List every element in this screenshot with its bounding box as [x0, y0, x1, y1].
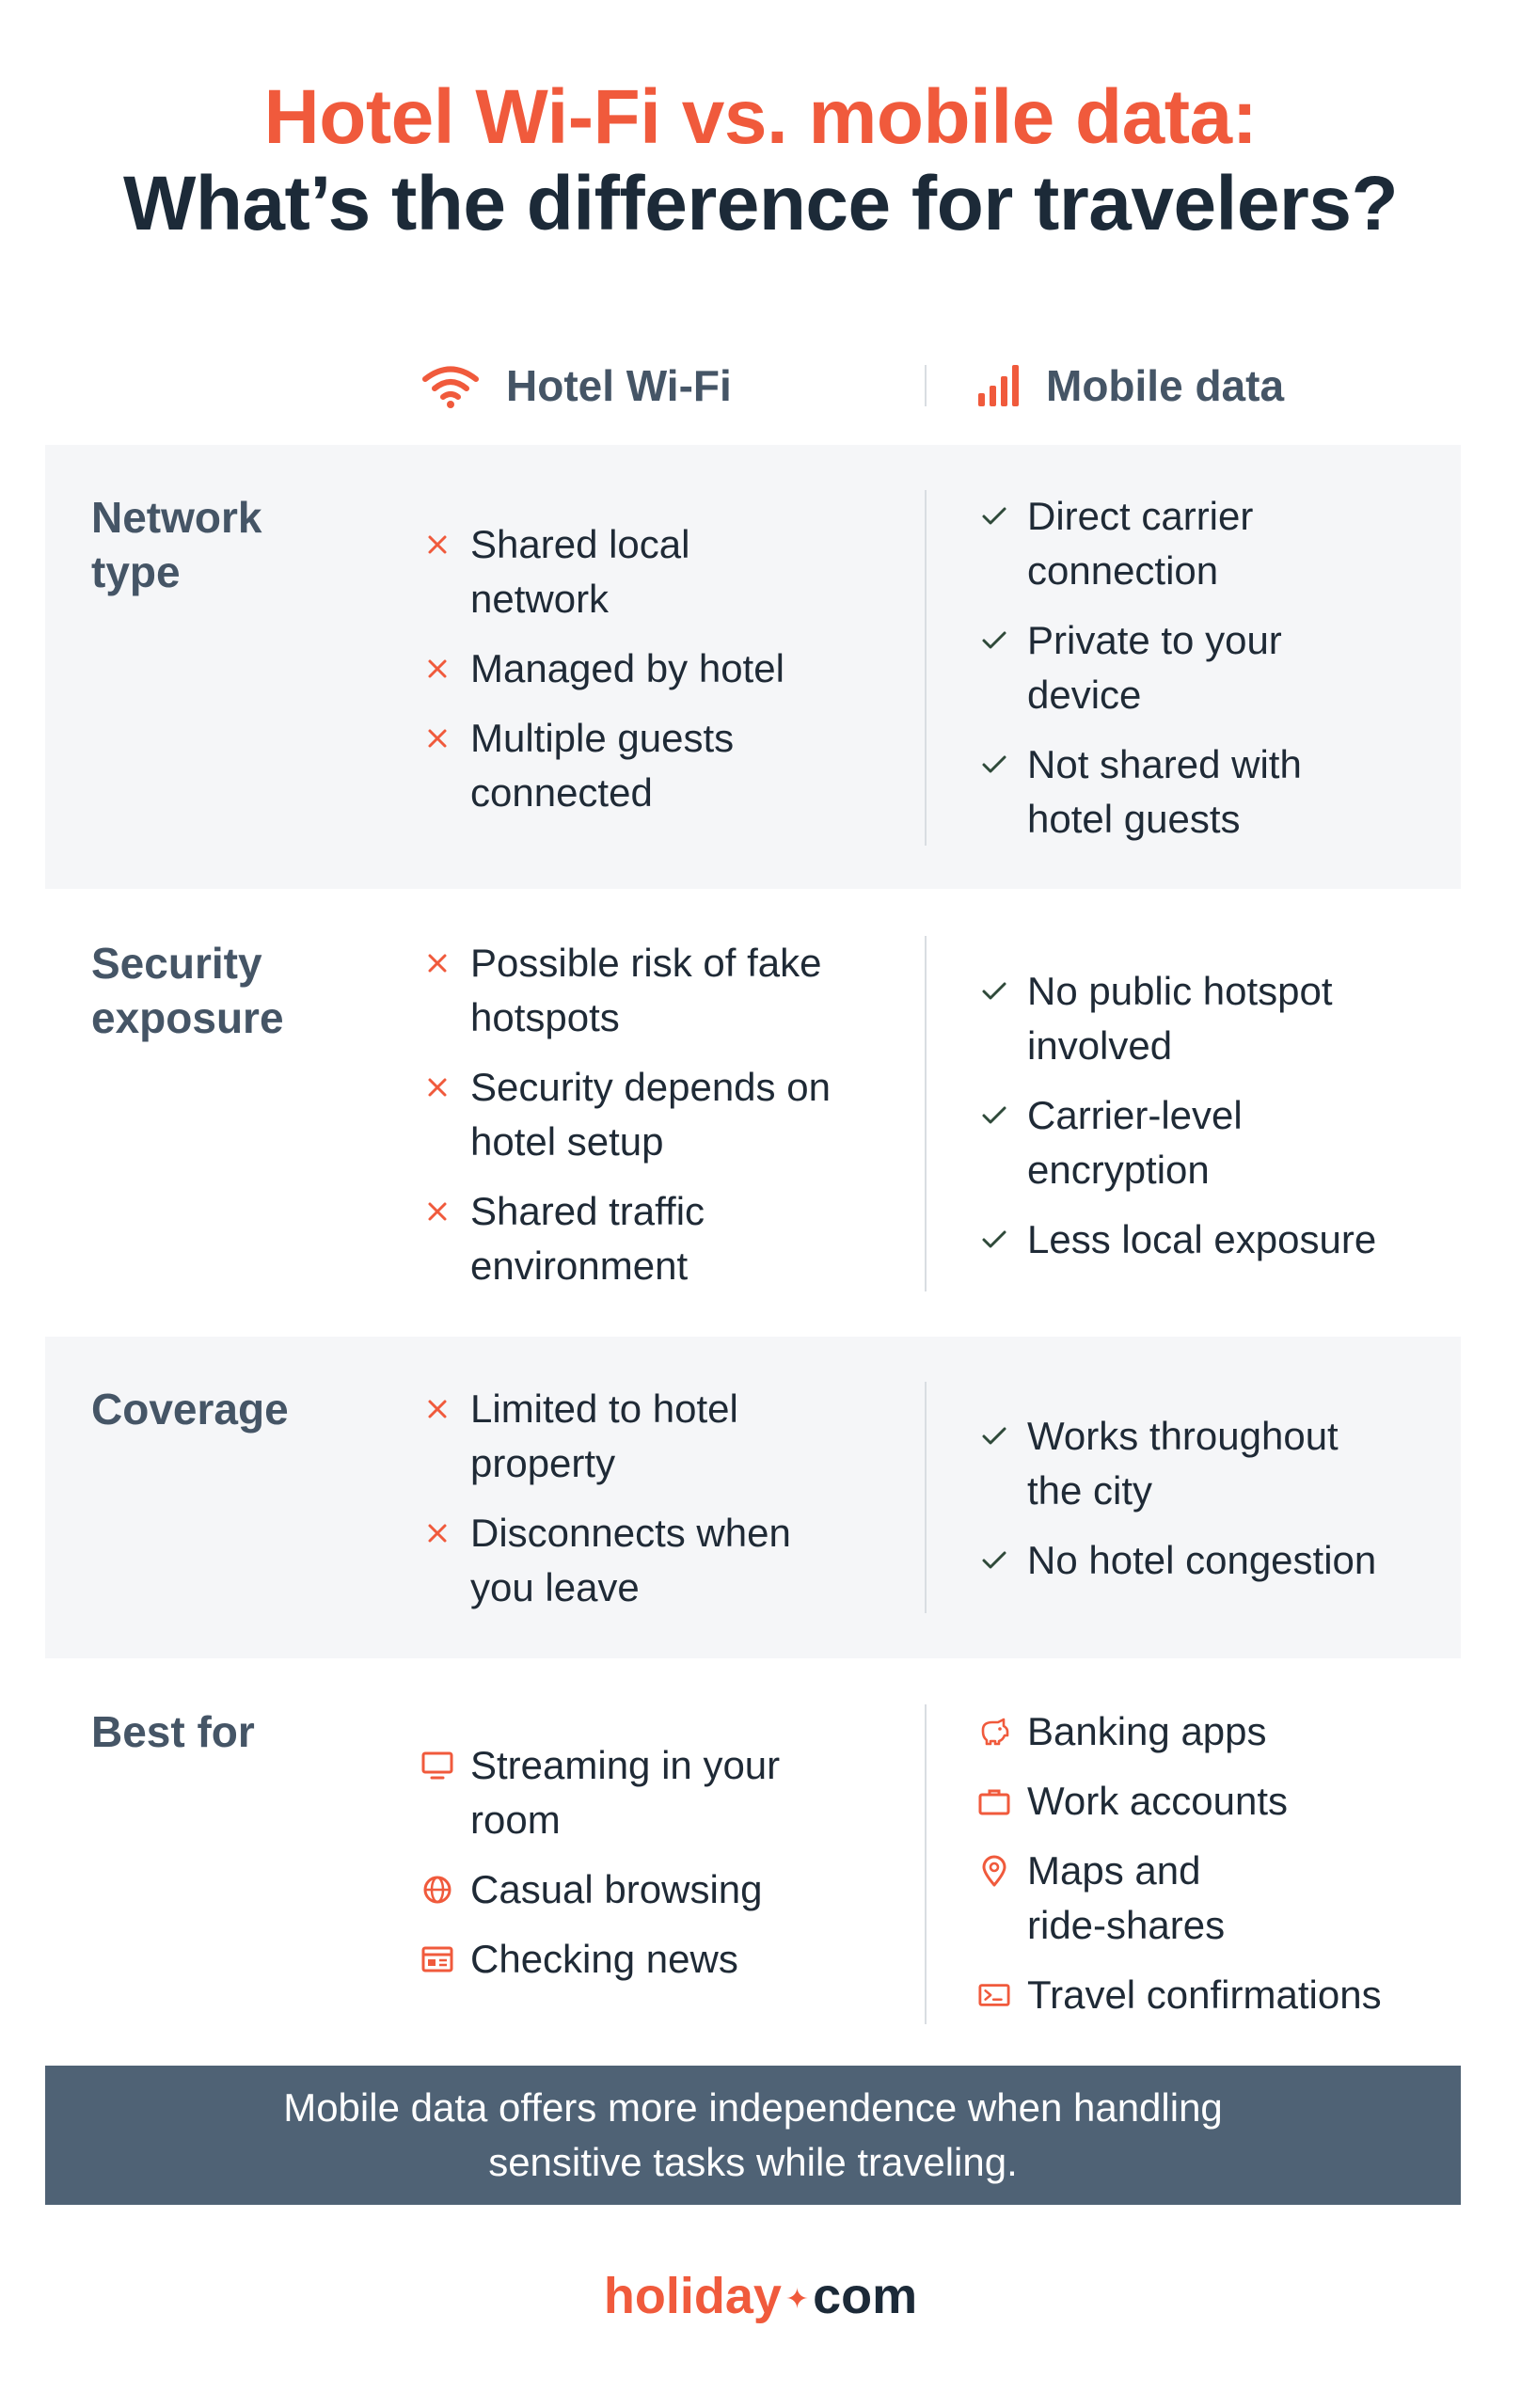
- brand-logo: holiday ✦com: [603, 2268, 918, 2324]
- list-item-text: device: [1027, 673, 1142, 717]
- list-item-text: No hotel congestion: [1027, 1538, 1377, 1582]
- list-item-text: Direct carrier: [1027, 494, 1254, 538]
- list-item: [978, 1533, 1449, 1588]
- check-icon: [978, 1420, 1010, 1452]
- list-item-text: Less local exposure: [1027, 1217, 1377, 1261]
- row-label-coverage: Coverage: [91, 1385, 289, 1434]
- list-item-text: Checking news: [470, 1937, 738, 1981]
- summary-banner: [45, 2066, 1461, 2205]
- list-item: [978, 1704, 1449, 1759]
- list-item-text: Managed by hotel: [470, 646, 784, 690]
- list-item: [421, 711, 892, 820]
- list-item-text: environment: [470, 1244, 689, 1288]
- column-divider: [925, 1382, 927, 1613]
- x-icon: [421, 1393, 453, 1425]
- list-item-text: connection: [1027, 548, 1219, 593]
- list-item-text: hotspots: [470, 995, 620, 1039]
- list-item-text: hotel guests: [1027, 797, 1241, 841]
- hotel-wifi-list: [421, 936, 892, 1293]
- list-item-text: Carrier-level: [1027, 1093, 1243, 1137]
- list-item-text: No public hotspot: [1027, 969, 1333, 1013]
- list-item: [978, 489, 1449, 598]
- hotel-wifi-list: [421, 1382, 892, 1615]
- list-item-text: involved: [1027, 1023, 1173, 1068]
- list-item-text: hotel setup: [470, 1119, 664, 1164]
- list-item-text: network: [470, 577, 610, 621]
- page-title-line-2: What’s the difference for travelers?: [122, 161, 1399, 246]
- list-item-text: Limited to hotel: [470, 1386, 738, 1431]
- column-label-hotel-wifi: Hotel Wi-Fi: [506, 361, 732, 410]
- list-item: [421, 1862, 892, 1917]
- check-icon: [978, 500, 1010, 532]
- list-item-text: Disconnects when: [470, 1511, 791, 1555]
- list-item-text: Works throughout: [1027, 1414, 1339, 1458]
- check-icon: [978, 1545, 1010, 1576]
- list-item: [421, 517, 892, 626]
- mobile-data-list: [978, 1704, 1449, 2022]
- list-item-text: property: [470, 1441, 616, 1485]
- check-icon: [978, 975, 1010, 1007]
- list-item: [421, 936, 892, 1045]
- hotel-wifi-list: [421, 1738, 892, 1987]
- x-icon: [421, 1517, 453, 1549]
- list-item-text: Not shared with: [1027, 742, 1302, 786]
- list-item-text: room: [470, 1798, 561, 1842]
- list-item: [421, 1060, 892, 1169]
- list-item: [421, 1184, 892, 1293]
- column-divider: [925, 936, 927, 1291]
- ticket-icon: [978, 1979, 1010, 2011]
- check-icon: [978, 749, 1010, 781]
- list-item-text: you leave: [470, 1565, 640, 1609]
- list-item-text: encryption: [1027, 1148, 1210, 1192]
- list-item: [978, 1968, 1449, 2022]
- signal-bars-icon: [978, 363, 1020, 408]
- map-pin-icon: [978, 1855, 1010, 1887]
- check-icon: [978, 1100, 1010, 1132]
- row-label-best-for: Best for: [91, 1707, 255, 1756]
- mobile-data-list: [978, 489, 1449, 847]
- column-label-mobile-data: Mobile data: [1046, 361, 1285, 410]
- summary-line-1: Mobile data offers more independence when handling: [283, 2085, 1223, 2130]
- hotel-wifi-list: [421, 517, 892, 820]
- list-item: [978, 1212, 1449, 1267]
- briefcase-icon: [978, 1785, 1010, 1817]
- column-header-hotel-wifi: [421, 353, 732, 419]
- globe-icon: [421, 1874, 453, 1906]
- column-header-mobile-data: [978, 353, 1284, 419]
- x-icon: [421, 947, 453, 979]
- wifi-icon: [421, 363, 480, 408]
- list-item-text: Shared traffic: [470, 1189, 705, 1233]
- x-icon: [421, 722, 453, 754]
- list-item-text: Work accounts: [1027, 1779, 1288, 1823]
- check-icon: [978, 625, 1010, 657]
- list-item-text: Security depends on: [470, 1065, 831, 1109]
- list-item: [421, 1506, 892, 1615]
- x-icon: [421, 1071, 453, 1103]
- x-icon: [421, 653, 453, 685]
- list-item-text: Maps and: [1027, 1848, 1201, 1893]
- monitor-icon: [421, 1750, 453, 1782]
- column-divider: [925, 1704, 927, 2024]
- list-item-text: Private to your: [1027, 618, 1282, 662]
- list-item: [978, 613, 1449, 722]
- row-label-network-type: Network type: [91, 493, 262, 596]
- mobile-data-list: [978, 1409, 1449, 1588]
- list-item: [978, 1844, 1449, 1953]
- list-item-text: ride-shares: [1027, 1903, 1226, 1947]
- list-item: [421, 642, 892, 696]
- list-item-text: Travel confirmations: [1027, 1972, 1382, 2017]
- summary-line-2: sensitive tasks while traveling.: [488, 2140, 1018, 2184]
- list-item: [978, 737, 1449, 847]
- list-item-text: connected: [470, 770, 653, 815]
- list-item-text: the city: [1027, 1468, 1153, 1513]
- list-item-text: Banking apps: [1027, 1709, 1267, 1753]
- list-item: [978, 964, 1449, 1073]
- list-item: [978, 1774, 1449, 1829]
- list-item: [978, 1088, 1449, 1197]
- list-item-text: Shared local: [470, 522, 690, 566]
- list-item-text: Possible risk of fake: [470, 941, 822, 985]
- x-icon: [421, 529, 453, 561]
- check-icon: [978, 1224, 1010, 1256]
- newspaper-icon: [421, 1943, 453, 1975]
- column-divider: [925, 365, 927, 406]
- list-item: [421, 1932, 892, 1987]
- list-item: [421, 1382, 892, 1491]
- list-item: [978, 1409, 1449, 1518]
- list-item-text: Streaming in your: [470, 1743, 781, 1787]
- page-title-line-1: Hotel Wi-Fi vs. mobile data:: [263, 74, 1258, 160]
- mobile-data-list: [978, 964, 1449, 1267]
- x-icon: [421, 1196, 453, 1228]
- list-item: [421, 1738, 892, 1847]
- list-item-text: Multiple guests: [470, 716, 735, 760]
- piggy-bank-icon: [978, 1716, 1010, 1748]
- row-label-security-exposure: Security exposure: [91, 939, 284, 1042]
- column-divider: [925, 490, 927, 846]
- list-item-text: Casual browsing: [470, 1867, 763, 1911]
